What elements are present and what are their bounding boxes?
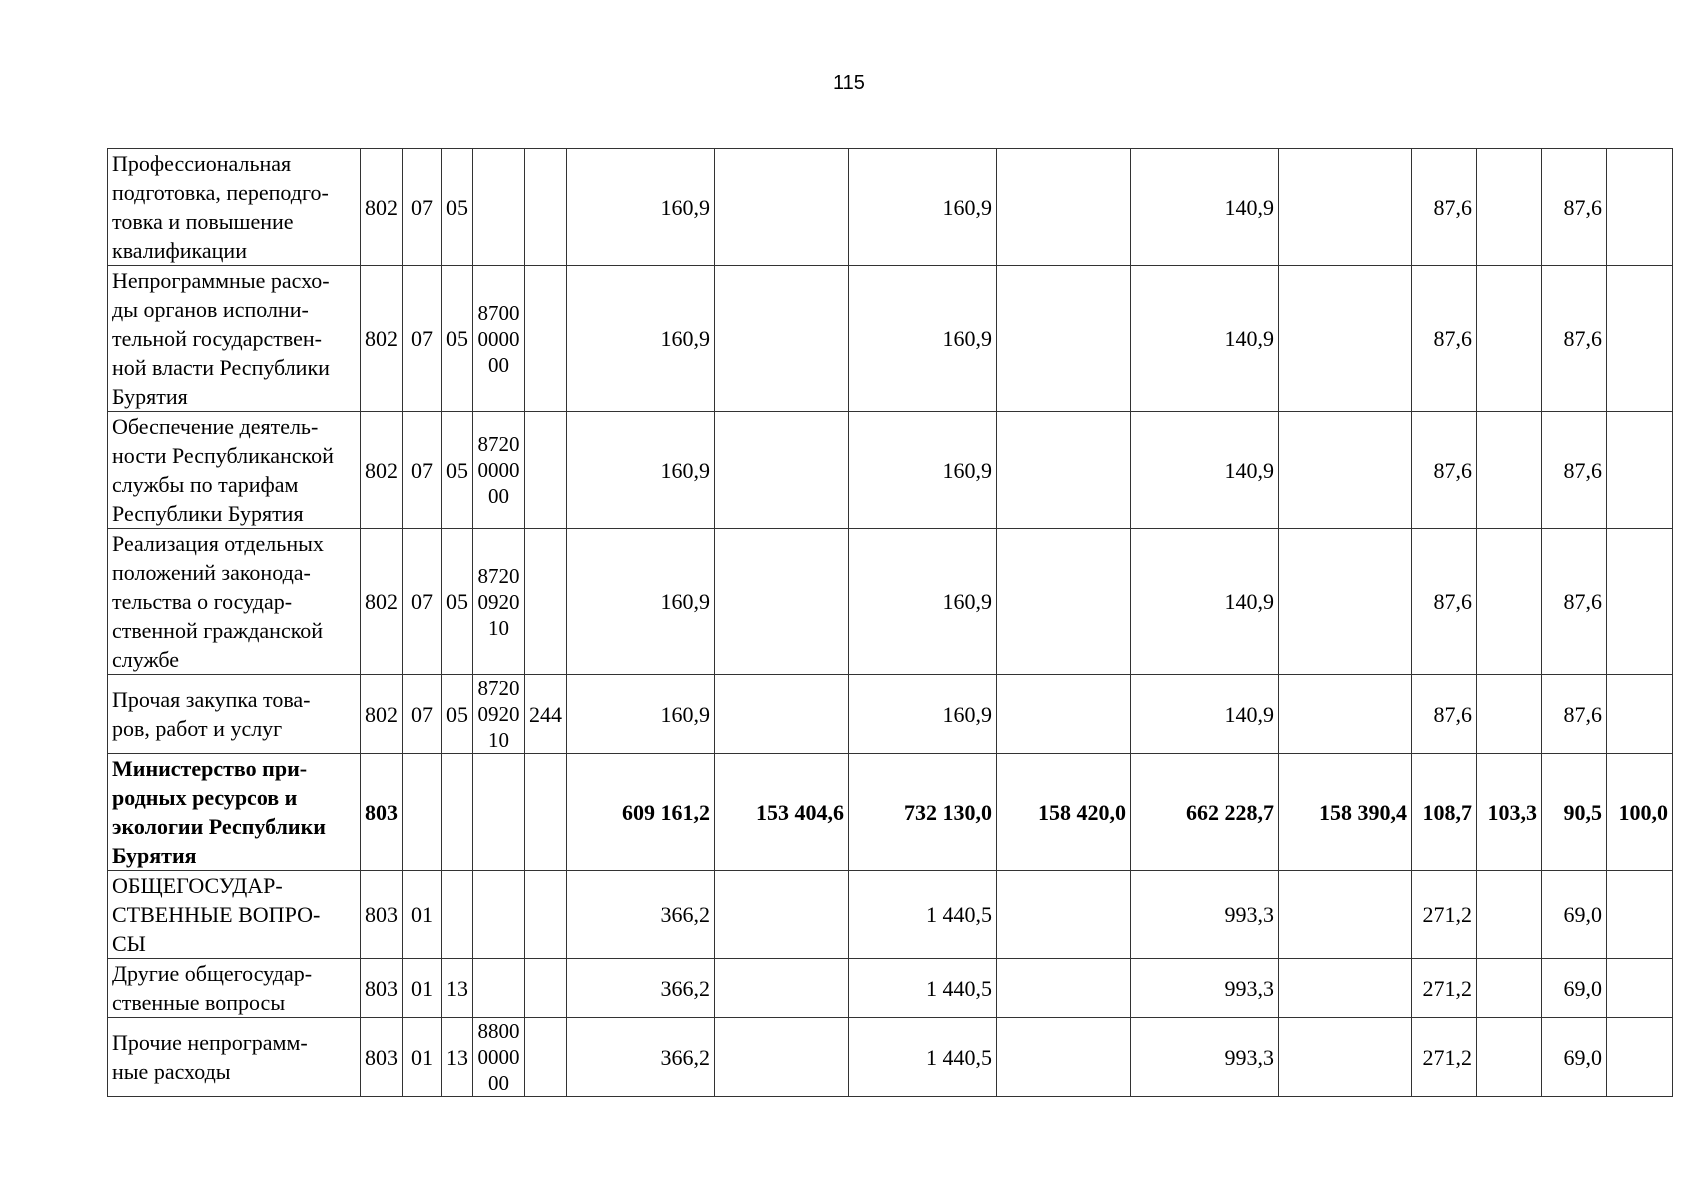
row-name-line: Профессиональная: [112, 151, 292, 176]
row-name-cell: [108, 412, 361, 529]
value-cell-10: [1607, 871, 1673, 959]
row-name-line: ной власти Республики: [112, 355, 330, 380]
table-row: [108, 1018, 1673, 1097]
expense-type-cell: [525, 959, 567, 1018]
value-cell-1: 160,9: [567, 412, 715, 529]
target-article-code-part: 00: [488, 352, 509, 377]
table-row: [108, 871, 1673, 959]
value-cell-1: 366,2: [567, 871, 715, 959]
row-name-line: ров, работ и услуг: [112, 716, 283, 741]
value-cell-5: 993,3: [1131, 959, 1279, 1018]
subsection-code-cell: [442, 754, 473, 871]
value-cell-7: 271,2: [1412, 959, 1477, 1018]
value-cell-9: 87,6: [1542, 529, 1607, 675]
value-cell-10: [1607, 959, 1673, 1018]
value-cell-10: [1607, 1018, 1673, 1097]
budget-table: [107, 148, 1673, 1097]
section-code-cell: 07: [403, 149, 442, 266]
ved-code-cell: 803: [361, 871, 403, 959]
row-name-line: тельной государствен-: [112, 326, 323, 351]
subsection-code-cell: [442, 871, 473, 959]
row-name-line: ности Республиканской: [112, 443, 334, 468]
value-cell-8: [1477, 871, 1542, 959]
value-cell-6: [1279, 412, 1412, 529]
target-article-code-part: 0000: [477, 458, 520, 482]
target-article-code-cell: [473, 959, 525, 1018]
row-name-line: службы по тарифам: [112, 472, 299, 497]
value-cell-7: 87,6: [1412, 412, 1477, 529]
row-name-line: подготовка, переподго-: [112, 180, 329, 205]
ved-code-cell: 802: [361, 675, 403, 754]
section-code-cell: 01: [403, 871, 442, 959]
value-cell-3: 160,9: [849, 266, 997, 412]
value-cell-9: 87,6: [1542, 149, 1607, 266]
section-code-cell: 07: [403, 529, 442, 675]
section-code-cell: 01: [403, 1018, 442, 1097]
subsection-code-cell: 13: [442, 959, 473, 1018]
table-row: [108, 149, 1673, 266]
target-article-code-part: 8700: [477, 300, 520, 325]
value-cell-3: 732 130,0: [849, 754, 997, 871]
row-name-line: ственные вопросы: [112, 990, 286, 1015]
target-article-code-part: 00: [488, 1071, 509, 1095]
value-cell-4: [997, 149, 1131, 266]
section-code-cell: 07: [403, 675, 442, 754]
value-cell-6: [1279, 1018, 1412, 1097]
value-cell-4: [997, 529, 1131, 675]
value-cell-2: [715, 529, 849, 675]
row-name-line: родных ресурсов и: [112, 785, 298, 810]
page-number: 115: [833, 72, 865, 94]
value-cell-4: [997, 871, 1131, 959]
target-article-code-part: 10: [488, 728, 509, 752]
value-cell-1: 366,2: [567, 959, 715, 1018]
value-cell-5: 140,9: [1131, 266, 1279, 412]
value-cell-7: 87,6: [1412, 266, 1477, 412]
value-cell-1: 160,9: [567, 529, 715, 675]
value-cell-6: [1279, 871, 1412, 959]
value-cell-2: [715, 871, 849, 959]
value-cell-3: 1 440,5: [849, 959, 997, 1018]
value-cell-3: 160,9: [849, 412, 997, 529]
ved-code-cell: 803: [361, 959, 403, 1018]
target-article-code-part: 8800: [477, 1019, 520, 1043]
subsection-code-cell: 05: [442, 675, 473, 754]
value-cell-2: [715, 412, 849, 529]
value-cell-2: [715, 675, 849, 754]
row-name-cell: [108, 149, 361, 266]
subsection-code-cell: 05: [442, 412, 473, 529]
target-article-code-part: 8720: [477, 432, 520, 456]
value-cell-5: 993,3: [1131, 1018, 1279, 1097]
row-name-cell: [108, 529, 361, 675]
value-cell-4: [997, 412, 1131, 529]
value-cell-8: [1477, 266, 1542, 412]
value-cell-10: [1607, 412, 1673, 529]
target-article-code-part: 00: [488, 484, 509, 508]
value-cell-2: [715, 1018, 849, 1097]
value-cell-3: 160,9: [849, 529, 997, 675]
table-row: [108, 266, 1673, 412]
value-cell-5: 140,9: [1131, 149, 1279, 266]
value-cell-2: [715, 959, 849, 1018]
value-cell-3: 1 440,5: [849, 1018, 997, 1097]
value-cell-9: 87,6: [1542, 412, 1607, 529]
value-cell-2: [715, 149, 849, 266]
value-cell-1: 366,2: [567, 1018, 715, 1097]
target-article-code-part: 0000: [477, 1045, 520, 1069]
value-cell-7: 87,6: [1412, 675, 1477, 754]
value-cell-4: [997, 266, 1131, 412]
value-cell-4: [997, 675, 1131, 754]
value-cell-1: 160,9: [567, 675, 715, 754]
expense-type-cell: [525, 412, 567, 529]
value-cell-7: 87,6: [1412, 149, 1477, 266]
row-name-line: товка и повышение: [112, 209, 294, 234]
value-cell-9: 90,5: [1542, 754, 1607, 871]
expense-type-cell: [525, 266, 567, 412]
table-row: [108, 675, 1673, 754]
target-article-code-cell: [473, 871, 525, 959]
value-cell-10: 100,0: [1607, 754, 1673, 871]
row-name-line: Бурятия: [112, 843, 197, 868]
target-article-code-cell: [473, 675, 525, 754]
value-cell-4: 158 420,0: [997, 754, 1131, 871]
row-name-line: Реализация отдельных: [112, 531, 324, 556]
value-cell-6: [1279, 959, 1412, 1018]
value-cell-3: 1 440,5: [849, 871, 997, 959]
expense-type-cell: [525, 754, 567, 871]
value-cell-6: [1279, 149, 1412, 266]
ved-code-cell: 802: [361, 412, 403, 529]
value-cell-10: [1607, 529, 1673, 675]
value-cell-1: 609 161,2: [567, 754, 715, 871]
ved-code-cell: 803: [361, 754, 403, 871]
value-cell-9: 69,0: [1542, 959, 1607, 1018]
value-cell-5: 662 228,7: [1131, 754, 1279, 871]
value-cell-4: [997, 959, 1131, 1018]
value-cell-6: [1279, 675, 1412, 754]
row-name-line: ОБЩЕГОСУДАР-: [112, 873, 283, 898]
row-name-line: Прочие непрограмм-: [112, 1030, 308, 1055]
value-cell-10: [1607, 149, 1673, 266]
table-row: [108, 959, 1673, 1018]
row-name-line: Бурятия: [112, 384, 188, 409]
ved-code-cell: 803: [361, 1018, 403, 1097]
subsection-code-cell: 13: [442, 1018, 473, 1097]
row-name-line: ные расходы: [112, 1059, 231, 1084]
value-cell-8: [1477, 1018, 1542, 1097]
value-cell-7: 108,7: [1412, 754, 1477, 871]
value-cell-8: [1477, 412, 1542, 529]
row-name-line: Непрограммные расхо-: [112, 268, 330, 293]
target-article-code-part: 8720: [477, 563, 520, 588]
row-name-line: ственной гражданской: [112, 618, 324, 643]
row-name-line: Другие общегосудар-: [112, 961, 313, 986]
row-name-line: СЫ: [112, 931, 146, 956]
row-name-line: службе: [112, 647, 180, 672]
target-article-code-part: 8720: [477, 676, 520, 700]
subsection-code-cell: 05: [442, 149, 473, 266]
value-cell-8: [1477, 529, 1542, 675]
value-cell-7: 271,2: [1412, 1018, 1477, 1097]
ved-code-cell: 802: [361, 266, 403, 412]
row-name-cell: [108, 871, 361, 959]
target-article-code-cell: [473, 266, 525, 412]
target-article-code-cell: [473, 1018, 525, 1097]
value-cell-7: 87,6: [1412, 529, 1477, 675]
value-cell-8: 103,3: [1477, 754, 1542, 871]
target-article-code-cell: [473, 529, 525, 675]
value-cell-7: 271,2: [1412, 871, 1477, 959]
expense-type-cell: 244: [525, 675, 567, 754]
target-article-code-cell: [473, 754, 525, 871]
table-row: [108, 529, 1673, 675]
expense-type-cell: [525, 149, 567, 266]
row-name-line: тельства о государ-: [112, 589, 293, 614]
value-cell-6: 158 390,4: [1279, 754, 1412, 871]
row-name-line: ды органов исполни-: [112, 297, 309, 322]
row-name-cell: [108, 266, 361, 412]
value-cell-10: [1607, 675, 1673, 754]
value-cell-5: 140,9: [1131, 412, 1279, 529]
row-name-cell: [108, 675, 361, 754]
expense-type-cell: [525, 529, 567, 675]
value-cell-5: 140,9: [1131, 675, 1279, 754]
value-cell-6: [1279, 529, 1412, 675]
value-cell-9: 69,0: [1542, 1018, 1607, 1097]
target-article-code-part: 10: [488, 615, 509, 640]
value-cell-8: [1477, 149, 1542, 266]
value-cell-5: 140,9: [1131, 529, 1279, 675]
row-name-line: Министерство при-: [112, 756, 308, 781]
target-article-code-cell: [473, 412, 525, 529]
value-cell-1: 160,9: [567, 149, 715, 266]
target-article-code-part: 0920: [477, 702, 520, 726]
section-code-cell: [403, 754, 442, 871]
target-article-code-part: 0000: [477, 326, 520, 351]
subsection-code-cell: 05: [442, 529, 473, 675]
subsection-code-cell: 05: [442, 266, 473, 412]
expense-type-cell: [525, 871, 567, 959]
row-name-cell: [108, 754, 361, 871]
table-row: [108, 412, 1673, 529]
value-cell-10: [1607, 266, 1673, 412]
value-cell-8: [1477, 959, 1542, 1018]
section-code-cell: 07: [403, 412, 442, 529]
value-cell-3: 160,9: [849, 149, 997, 266]
row-name-line: СТВЕННЫЕ ВОПРО-: [112, 902, 321, 927]
value-cell-8: [1477, 675, 1542, 754]
value-cell-2: 153 404,6: [715, 754, 849, 871]
row-name-line: положений законода-: [112, 560, 311, 585]
row-name-line: Республики Бурятия: [112, 501, 304, 526]
expense-type-cell: [525, 1018, 567, 1097]
section-code-cell: 01: [403, 959, 442, 1018]
value-cell-9: 87,6: [1542, 675, 1607, 754]
value-cell-9: 87,6: [1542, 266, 1607, 412]
row-name-line: Прочая закупка това-: [112, 687, 311, 712]
value-cell-4: [997, 1018, 1131, 1097]
row-name-line: экологии Республики: [112, 814, 326, 839]
ved-code-cell: 802: [361, 529, 403, 675]
section-code-cell: 07: [403, 266, 442, 412]
target-article-code-cell: [473, 149, 525, 266]
value-cell-6: [1279, 266, 1412, 412]
row-name-line: Обеспечение деятель-: [112, 414, 319, 439]
value-cell-9: 69,0: [1542, 871, 1607, 959]
value-cell-3: 160,9: [849, 675, 997, 754]
target-article-code-part: 0920: [477, 589, 520, 614]
row-name-line: квалификации: [112, 238, 247, 263]
row-name-cell: [108, 959, 361, 1018]
value-cell-1: 160,9: [567, 266, 715, 412]
value-cell-2: [715, 266, 849, 412]
ved-code-cell: 802: [361, 149, 403, 266]
table-row: [108, 754, 1673, 871]
row-name-cell: [108, 1018, 361, 1097]
value-cell-5: 993,3: [1131, 871, 1279, 959]
